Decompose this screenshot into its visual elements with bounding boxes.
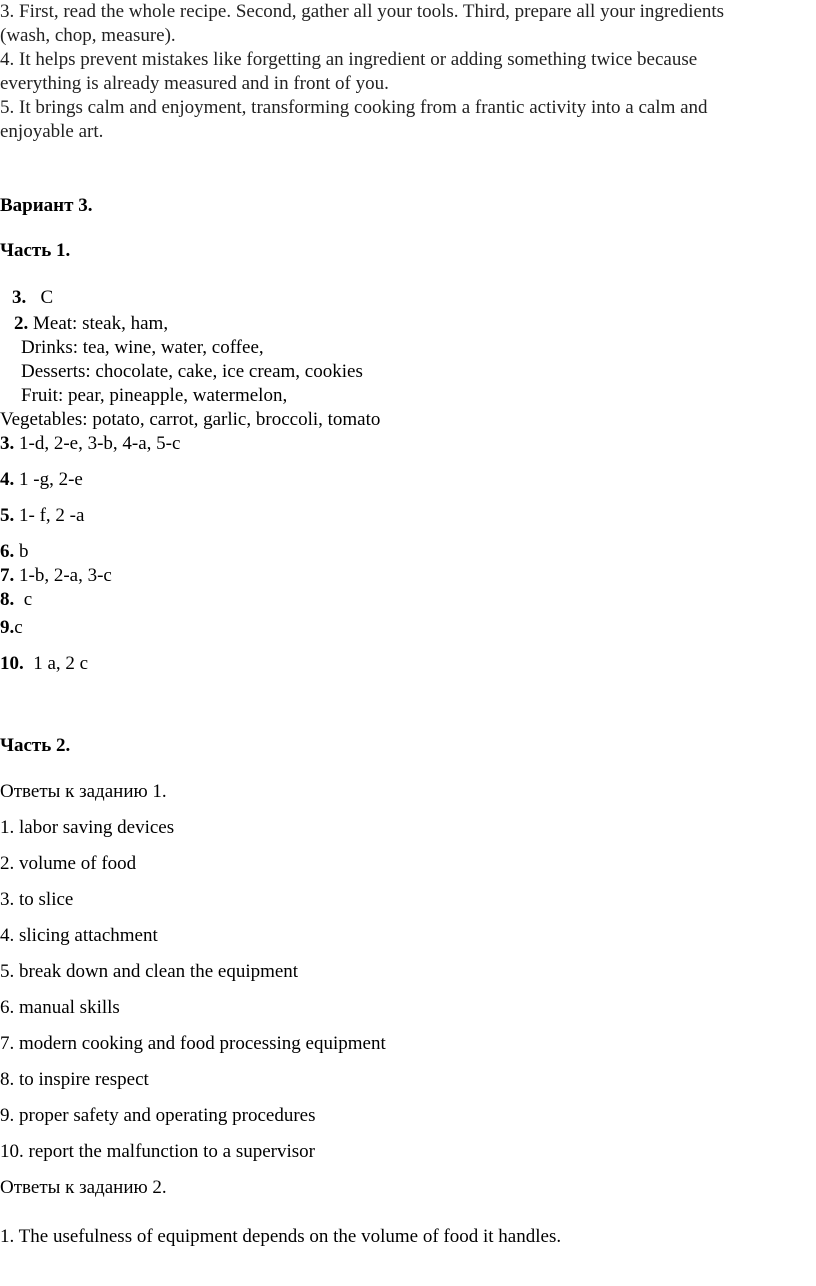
answer-value: b — [14, 541, 29, 562]
variant-title: Вариант 3. — [0, 195, 93, 216]
part1-answer-row — [0, 564, 112, 588]
answer-number: 4. — [0, 469, 15, 490]
answer-value: c — [14, 617, 23, 638]
task1-item: 9. proper safety and operating procedures — [0, 1105, 316, 1126]
answer-value: 1- f, 2 -a — [14, 505, 85, 526]
part1-title: Часть 1. — [0, 240, 71, 261]
task1-item: 7. modern cooking and food processing equipment — [0, 1033, 386, 1054]
task1-item: 4. slicing attachment — [0, 925, 158, 946]
answer-value: 1 a, 2 c — [23, 653, 89, 674]
task2-item: 1. The usefulness of equipment depends on the volume of food it handles. — [0, 1226, 562, 1247]
answer-number: 9. — [0, 617, 15, 638]
task1-item: 8. to inspire respect — [0, 1069, 149, 1090]
answer-number: 10. — [0, 653, 24, 674]
answer-number: 2. — [14, 313, 29, 334]
task1-item: 1. labor saving devices — [0, 817, 175, 838]
task1-heading: Ответы к заданию 1. — [0, 781, 167, 802]
part1-answer-2-fruit: Fruit: pear, pineapple, watermelon, — [21, 385, 288, 406]
task1-item: 6. manual skills — [0, 997, 120, 1018]
task1-item: 2. volume of food — [0, 853, 137, 874]
intro-q5-line1: 5. It brings calm and enjoyment, transforming cooking from a frantic activity into a calm and — [0, 97, 708, 118]
task1-item: 5. break down and clean the equipment — [0, 961, 299, 982]
answer-value: 1-d, 2-e, 3-b, 4-a, 5-c — [14, 433, 181, 454]
part1-answer-2-vegetables: Vegetables: potato, carrot, garlic, broccoli, tomato — [0, 409, 381, 430]
part1-answer-row — [0, 432, 180, 456]
answer-value: Meat: steak, ham, — [33, 313, 169, 334]
answer-value: 1-b, 2-a, 3-c — [14, 565, 112, 586]
part1-answer-3-c — [12, 286, 53, 310]
part1-answer-row — [0, 616, 23, 640]
task1-item: 10. report the malfunction to a supervisor — [0, 1141, 316, 1162]
answer-value: c — [14, 589, 33, 610]
part1-answer-row — [0, 468, 83, 492]
part2-title: Часть 2. — [0, 735, 71, 756]
part1-answer-row — [0, 588, 32, 612]
intro-q5-line2: enjoyable art. — [0, 121, 104, 142]
part1-answer-row — [0, 652, 88, 676]
answer-value: 1 -g, 2-e — [14, 469, 83, 490]
answer-number: 8. — [0, 589, 15, 610]
part1-answer-2-drinks: Drinks: tea, wine, water, coffee, — [21, 337, 264, 358]
part1-answer-row — [0, 540, 29, 564]
intro-q4-line1: 4. It helps prevent mistakes like forgetting an ingredient or adding something twice because — [0, 49, 698, 70]
answer-number: 6. — [0, 541, 15, 562]
intro-q4-line2: everything is already measured and in front of you. — [0, 73, 389, 94]
part1-answer-2-meat — [14, 312, 168, 336]
intro-q3-line2: (wash, chop, measure). — [0, 25, 176, 46]
part1-answer-2-desserts: Desserts: chocolate, cake, ice cream, cookies — [21, 361, 363, 382]
answer-number: 3. — [12, 287, 27, 308]
answer-number: 7. — [0, 565, 15, 586]
answer-value: C — [40, 287, 54, 308]
part1-answer-row — [0, 504, 84, 528]
intro-q3-line1: 3. First, read the whole recipe. Second, gather all your tools. Third, prepare all your ingredients — [0, 1, 725, 22]
task1-item: 3. to slice — [0, 889, 74, 910]
answer-number: 3. — [0, 433, 15, 454]
answer-number: 5. — [0, 505, 15, 526]
task2-heading: Ответы к заданию 2. — [0, 1177, 167, 1198]
